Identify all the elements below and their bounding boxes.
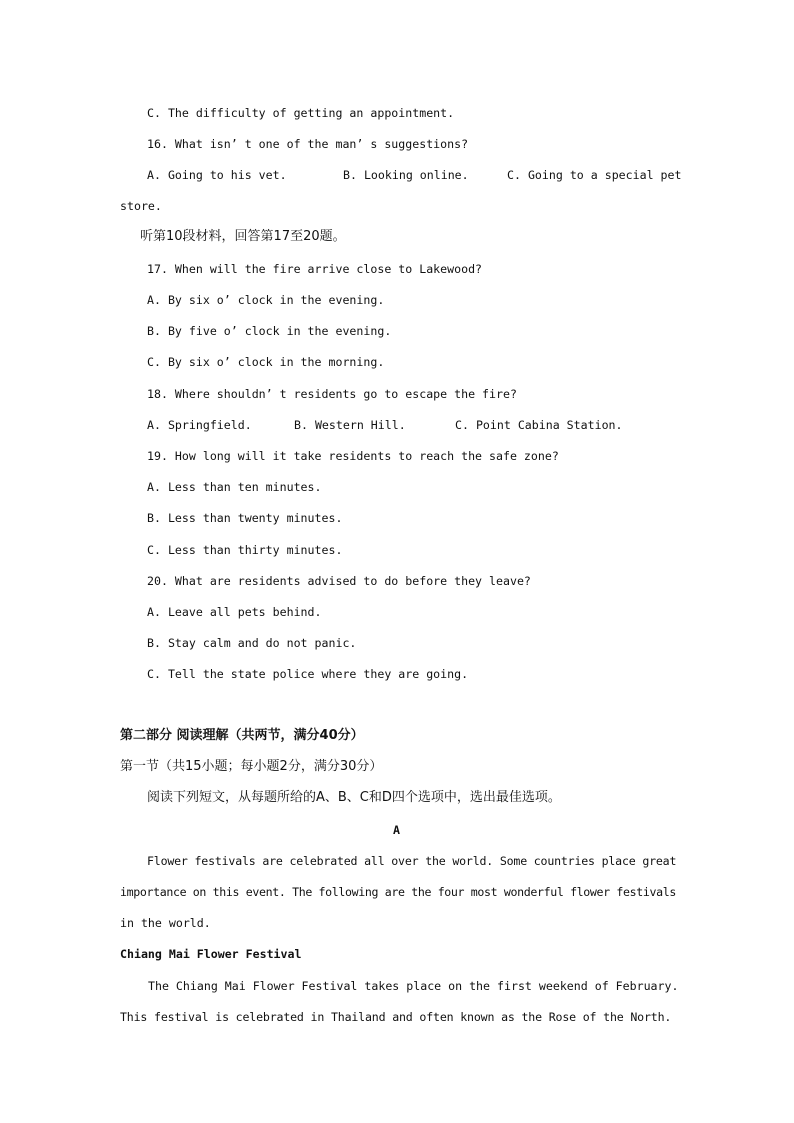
reading-instruction: 阅读下列短文，从每题所给的A、B、C和D四个选项中，选出最佳选项。 — [147, 790, 561, 805]
q16-options-row — [0, 166, 794, 184]
section10-instruction: 听第10段材料，回答第17至20题。 — [140, 229, 346, 244]
section-one-heading: 第一节（共15小题；每小题2分，满分30分） — [120, 759, 383, 774]
paragraph-line-2: This festival is celebrated in Thailand and often known as the Rose of the North. — [120, 1010, 672, 1024]
festival-subheading: Chiang Mai Flower Festival — [120, 947, 302, 961]
q18-option-a: A. Springfield. — [147, 418, 252, 432]
q20-option-a: A. Leave all pets behind. — [147, 605, 322, 619]
q18-options-row — [0, 416, 794, 434]
q17-question: 17. When will the fire arrive close to Lakewood? — [147, 262, 483, 276]
q17-option-c: C. By six o’ clock in the morning. — [147, 355, 385, 369]
passage-letter: A — [393, 823, 400, 837]
q16-option-b: B. Looking online. — [343, 168, 469, 182]
q19-option-c: C. Less than thirty minutes. — [147, 543, 343, 557]
q15-option-c: C. The difficulty of getting an appointment. — [147, 106, 455, 120]
q19-question: 19. How long will it take residents to reach the safe zone? — [147, 449, 559, 463]
intro-line-2: importance on this event. The following are the four most wonderful flower festivals — [120, 885, 676, 899]
q20-question: 20. What are residents advised to do before they leave? — [147, 574, 531, 588]
paragraph-line-1: The Chiang Mai Flower Festival takes place on the first weekend of February. — [148, 979, 679, 993]
q16-question: 16. What isn’ t one of the man’ s suggestions? — [147, 137, 469, 151]
q18-option-c: C. Point Cabina Station. — [455, 418, 623, 432]
q20-option-b: B. Stay calm and do not panic. — [147, 636, 357, 650]
q16-option-c: C. Going to a special pet — [507, 168, 682, 182]
q16-option-c-continued: store. — [120, 199, 162, 213]
q19-option-a: A. Less than ten minutes. — [147, 480, 322, 494]
part-two-heading: 第二部分 阅读理解（共两节，满分40分） — [120, 728, 364, 743]
q18-option-b: B. Western Hill. — [294, 418, 406, 432]
q18-question: 18. Where shouldn’ t residents go to escape the fire? — [147, 387, 517, 401]
intro-line-3: in the world. — [120, 916, 211, 930]
intro-line-1: Flower festivals are celebrated all over the world. Some countries place great — [147, 854, 677, 868]
q17-option-a: A. By six o’ clock in the evening. — [147, 293, 385, 307]
q20-option-c: C. Tell the state police where they are going. — [147, 667, 469, 681]
q17-option-b: B. By five o’ clock in the evening. — [147, 324, 392, 338]
q19-option-b: B. Less than twenty minutes. — [147, 511, 343, 525]
q16-option-a: A. Going to his vet. — [147, 168, 287, 182]
